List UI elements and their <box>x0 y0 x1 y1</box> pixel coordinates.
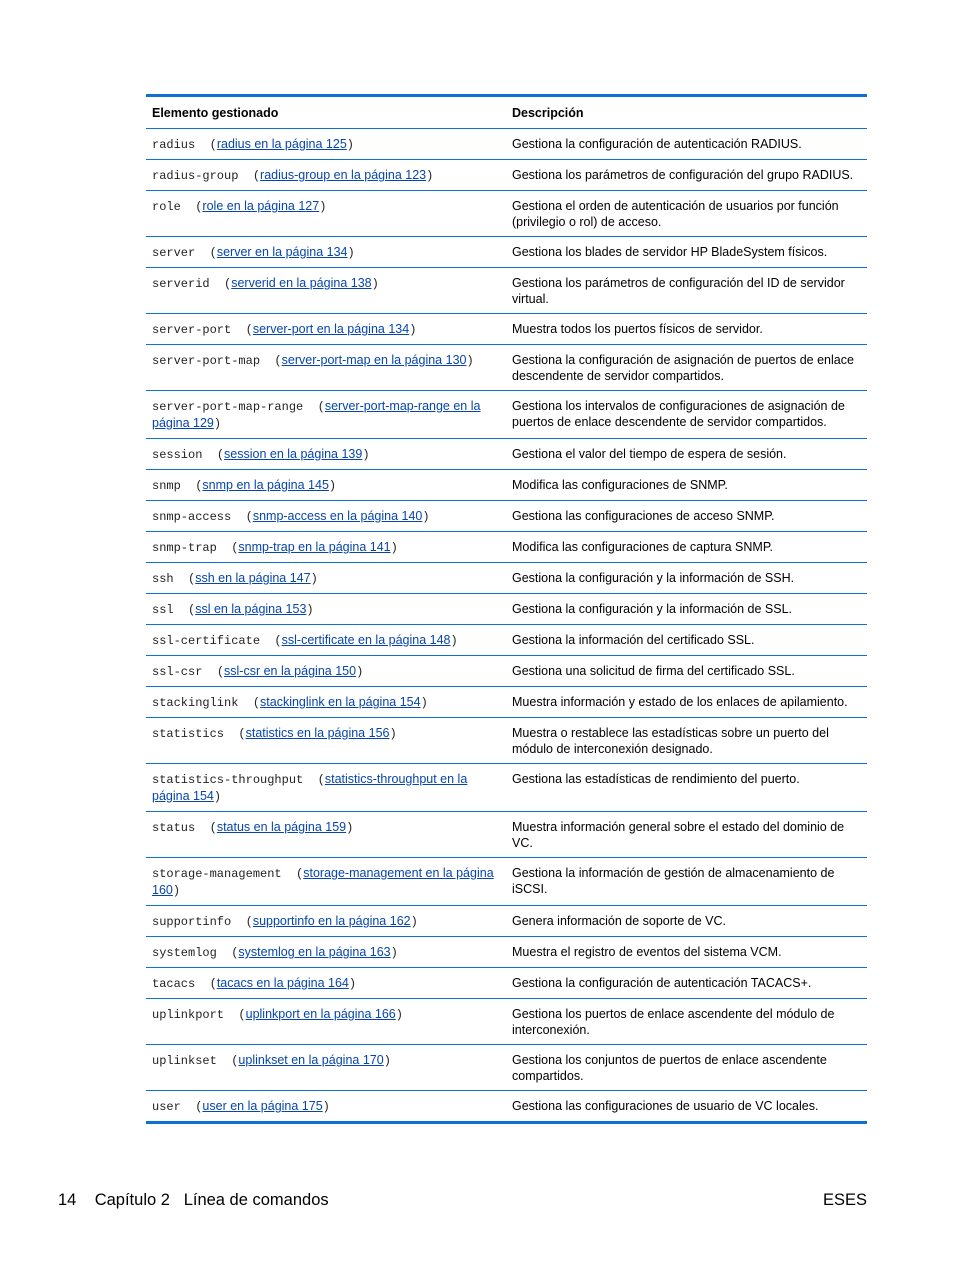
open-paren: ( <box>281 867 304 881</box>
description-cell: Muestra información general sobre el estado del dominio de VC. <box>506 812 867 858</box>
command-name: server-port-map-range <box>152 400 304 414</box>
command-name: ssl-csr <box>152 665 203 679</box>
close-paren: ) <box>347 246 355 260</box>
open-paren: ( <box>180 479 203 493</box>
description-cell: Muestra información y estado de los enlaces de apilamiento. <box>506 687 867 718</box>
command-name: snmp-trap <box>152 541 217 555</box>
page-reference-link[interactable]: user en la página 175 <box>202 1099 323 1113</box>
managed-element-cell <box>146 937 506 968</box>
page-reference-link[interactable]: storage-management en la página 160 <box>152 866 494 897</box>
managed-element-cell <box>146 687 506 718</box>
command-name: user <box>152 1100 181 1114</box>
open-paren: ( <box>238 696 261 710</box>
managed-element-cell <box>146 563 506 594</box>
table-row <box>146 656 867 687</box>
command-name: snmp <box>152 479 181 493</box>
description-cell: Gestiona el orden de autenticación de usuarios por función (privilegio o rol) de acceso. <box>506 191 867 237</box>
description-cell: Gestiona las configuraciones de acceso SNMP. <box>506 501 867 532</box>
command-name: status <box>152 821 196 835</box>
managed-element-cell <box>146 656 506 687</box>
description-cell: Gestiona una solicitud de firma del certificado SSL. <box>506 656 867 687</box>
open-paren: ( <box>231 323 253 337</box>
managed-element-cell <box>146 345 506 391</box>
command-name: ssh <box>152 572 174 586</box>
table-row <box>146 237 867 268</box>
managed-element-cell <box>146 764 506 812</box>
command-name: server-port-map <box>152 354 261 368</box>
table-row <box>146 439 867 470</box>
page-reference-link[interactable]: systemlog en la página 163 <box>238 945 391 959</box>
close-paren: ) <box>213 417 222 431</box>
close-paren: ) <box>390 946 398 960</box>
managed-element-cell <box>146 858 506 906</box>
close-paren: ) <box>410 915 418 929</box>
open-paren: ( <box>303 400 325 414</box>
close-paren: ) <box>422 510 430 524</box>
description-cell: Gestiona la configuración y la información de SSL. <box>506 594 867 625</box>
open-paren: ( <box>202 665 225 679</box>
command-name: session <box>152 448 203 462</box>
open-paren: ( <box>180 1100 203 1114</box>
page-reference-link[interactable]: ssl-certificate en la página 148 <box>281 633 451 647</box>
open-paren: ( <box>231 510 253 524</box>
description-cell: Gestiona la configuración de autenticación TACACS+. <box>506 968 867 999</box>
open-paren: ( <box>173 572 196 586</box>
open-paren: ( <box>303 773 325 787</box>
open-paren: ( <box>209 277 232 291</box>
table-row <box>146 470 867 501</box>
command-name: statistics <box>152 727 225 741</box>
description-cell: Genera información de soporte de VC. <box>506 906 867 937</box>
page-reference-link[interactable]: ssl en la página 153 <box>195 602 307 616</box>
page-reference-link[interactable]: uplinkset en la página 170 <box>238 1053 384 1067</box>
open-paren: ( <box>238 169 261 183</box>
managed-element-cell <box>146 191 506 237</box>
table-row <box>146 937 867 968</box>
table-row <box>146 501 867 532</box>
footer-locale: ESES <box>822 1191 867 1209</box>
managed-element-cell <box>146 594 506 625</box>
command-name: stackinglink <box>152 696 239 710</box>
table-row <box>146 906 867 937</box>
page-reference-link[interactable]: ssl-csr en la página 150 <box>224 664 357 678</box>
command-name: radius <box>152 138 196 152</box>
command-name: ssl <box>152 603 174 617</box>
close-paren: ) <box>172 884 181 898</box>
command-name: server-port <box>152 323 232 337</box>
command-name: supportinfo <box>152 915 232 929</box>
table-row <box>146 563 867 594</box>
close-paren: ) <box>371 277 379 291</box>
open-paren: ( <box>224 1008 246 1022</box>
managed-element-cell <box>146 906 506 937</box>
page-reference-link[interactable]: server-port en la página 134 <box>252 322 410 336</box>
page-reference-link[interactable]: ssh en la página 147 <box>195 571 311 585</box>
table-row <box>146 532 867 563</box>
page-reference-link[interactable]: statistics-throughput en la página 154 <box>152 772 468 803</box>
open-paren: ( <box>173 603 196 617</box>
close-paren: ) <box>319 200 327 214</box>
table-row <box>146 345 867 391</box>
description-cell: Gestiona los intervalos de configuraciones de asignación de puertos de enlace descendente de servidor compartidos. <box>506 391 867 439</box>
page-reference-link[interactable]: snmp en la página 145 <box>202 478 329 492</box>
table-row <box>146 687 867 718</box>
managed-element-cell <box>146 237 506 268</box>
command-name: serverid <box>152 277 210 291</box>
table-header-row <box>146 97 867 129</box>
page-reference-link[interactable]: server-port-map-range en la página 129 <box>152 399 481 430</box>
managed-element-cell <box>146 314 506 345</box>
page-reference-link[interactable]: tacacs en la página 164 <box>216 976 349 990</box>
managed-element-cell <box>146 501 506 532</box>
page-reference-link[interactable]: session en la página 139 <box>224 447 363 461</box>
open-paren: ( <box>216 541 239 555</box>
page-reference-link[interactable]: radius-group en la página 123 <box>260 168 427 182</box>
table-row <box>146 858 867 906</box>
command-table-wrapper <box>146 94 867 1124</box>
footer-left <box>58 1191 329 1210</box>
command-name: ssl-certificate <box>152 634 261 648</box>
open-paren: ( <box>202 448 225 462</box>
page-reference-link[interactable]: role en la página 127 <box>202 199 320 213</box>
description-cell: Gestiona los parámetros de configuración del grupo RADIUS. <box>506 160 867 191</box>
close-paren: ) <box>395 1008 403 1022</box>
table-row <box>146 268 867 314</box>
table-row <box>146 191 867 237</box>
close-paren: ) <box>213 790 222 804</box>
close-paren: ) <box>328 479 337 493</box>
command-name: systemlog <box>152 946 217 960</box>
description-cell: Gestiona el valor del tiempo de espera de sesión. <box>506 439 867 470</box>
command-name: radius-group <box>152 169 239 183</box>
table-row <box>146 129 867 160</box>
chapter-label: Capítulo 2 <box>94 1191 170 1209</box>
command-name: statistics-throughput <box>152 773 304 787</box>
page-reference-link[interactable]: stackinglink en la página 154 <box>260 695 421 709</box>
managed-element-cell <box>146 439 506 470</box>
table-row <box>146 968 867 999</box>
description-cell: Gestiona los blades de servidor HP BladeSystem físicos. <box>506 237 867 268</box>
managed-element-cell <box>146 532 506 563</box>
managed-element-cell <box>146 1045 506 1091</box>
managed-element-cell <box>146 999 506 1045</box>
description-cell: Muestra todos los puertos físicos de servidor. <box>506 314 867 345</box>
table-row <box>146 625 867 656</box>
close-paren: ) <box>420 696 428 710</box>
table-row <box>146 1045 867 1091</box>
close-paren: ) <box>346 138 354 152</box>
open-paren: ( <box>231 915 253 929</box>
open-paren: ( <box>260 634 282 648</box>
managed-element-cell <box>146 160 506 191</box>
managed-element-cell <box>146 1091 506 1122</box>
page-reference-link[interactable]: uplinkport en la página 166 <box>245 1007 396 1021</box>
table-row <box>146 160 867 191</box>
page-reference-link[interactable]: statistics en la página 156 <box>245 726 390 740</box>
page-number: 14 <box>58 1191 77 1209</box>
page-reference-link[interactable]: snmp-trap en la página 141 <box>238 540 391 554</box>
description-cell: Gestiona la configuración y la información de SSH. <box>506 563 867 594</box>
command-name: snmp-access <box>152 510 232 524</box>
close-paren: ) <box>322 1100 330 1114</box>
close-paren: ) <box>310 572 318 586</box>
table-body <box>146 129 867 1122</box>
open-paren: ( <box>216 1054 239 1068</box>
header-managed-element: Elemento gestionado <box>146 97 506 129</box>
description-cell: Gestiona los conjuntos de puertos de enlace ascendente compartidos. <box>506 1045 867 1091</box>
close-paren: ) <box>466 354 474 368</box>
close-paren: ) <box>450 634 458 648</box>
command-name: uplinkset <box>152 1054 217 1068</box>
page-reference-link[interactable]: snmp-access en la página 140 <box>252 509 423 523</box>
command-name: tacacs <box>152 977 196 991</box>
open-paren: ( <box>180 200 203 214</box>
close-paren: ) <box>306 603 314 617</box>
table-row <box>146 718 867 764</box>
command-name: uplinkport <box>152 1008 225 1022</box>
close-paren: ) <box>348 977 357 991</box>
managed-element-cell <box>146 718 506 764</box>
description-cell: Modifica las configuraciones de SNMP. <box>506 470 867 501</box>
page-reference-link[interactable]: serverid en la página 138 <box>231 276 372 290</box>
page-reference-link[interactable]: status en la página 159 <box>216 820 347 834</box>
description-cell: Gestiona los puertos de enlace ascendente del módulo de interconexión. <box>506 999 867 1045</box>
managed-element-cell <box>146 968 506 999</box>
description-cell: Gestiona la información del certificado SSL. <box>506 625 867 656</box>
description-cell: Gestiona la configuración de asignación de puertos de enlace descendente de servidor compartidos. <box>506 345 867 391</box>
managed-element-cell <box>146 812 506 858</box>
description-cell: Gestiona los parámetros de configuración del ID de servidor virtual. <box>506 268 867 314</box>
open-paren: ( <box>195 977 217 991</box>
close-paren: ) <box>389 727 397 741</box>
page-reference-link[interactable]: server en la página 134 <box>216 245 348 259</box>
description-cell: Muestra o restablece las estadísticas sobre un puerto del módulo de interconexión designado. <box>506 718 867 764</box>
header-description: Descripción <box>506 97 867 129</box>
close-paren: ) <box>409 323 417 337</box>
managed-element-cell <box>146 268 506 314</box>
close-paren: ) <box>390 541 398 555</box>
description-cell: Muestra el registro de eventos del sistema VCM. <box>506 937 867 968</box>
page-reference-link[interactable]: supportinfo en la página 162 <box>252 914 411 928</box>
open-paren: ( <box>195 821 217 835</box>
close-paren: ) <box>356 665 364 679</box>
command-table <box>146 97 867 1121</box>
description-cell: Gestiona las estadísticas de rendimiento del puerto. <box>506 764 867 812</box>
command-name: storage-management <box>152 867 282 881</box>
page-reference-link[interactable]: radius en la página 125 <box>216 137 347 151</box>
table-row <box>146 764 867 812</box>
managed-element-cell <box>146 129 506 160</box>
table-row <box>146 594 867 625</box>
table-row <box>146 999 867 1045</box>
managed-element-cell <box>146 391 506 439</box>
table-row <box>146 391 867 439</box>
open-paren: ( <box>224 727 246 741</box>
description-cell: Modifica las configuraciones de captura SNMP. <box>506 532 867 563</box>
description-cell: Gestiona las configuraciones de usuario de VC locales. <box>512 1099 819 1113</box>
close-paren: ) <box>383 1054 391 1068</box>
open-paren: ( <box>195 246 217 260</box>
open-paren: ( <box>216 946 239 960</box>
close-paren: ) <box>426 169 434 183</box>
table-row <box>146 314 867 345</box>
description-cell: Gestiona la información de gestión de almacenamiento de iSCSI. <box>506 858 867 906</box>
close-paren: ) <box>346 821 354 835</box>
open-paren: ( <box>195 138 217 152</box>
table-row <box>146 812 867 858</box>
table-row <box>146 1091 867 1122</box>
managed-element-cell <box>146 625 506 656</box>
page-reference-link[interactable]: server-port-map en la página 130 <box>281 353 467 367</box>
open-paren: ( <box>260 354 282 368</box>
managed-element-cell <box>146 470 506 501</box>
close-paren: ) <box>362 448 370 462</box>
description-cell: Gestiona la configuración de autenticación RADIUS. <box>506 129 867 160</box>
command-name: server <box>152 246 196 260</box>
chapter-title: Línea de comandos <box>183 1191 329 1209</box>
command-name: role <box>152 200 181 214</box>
